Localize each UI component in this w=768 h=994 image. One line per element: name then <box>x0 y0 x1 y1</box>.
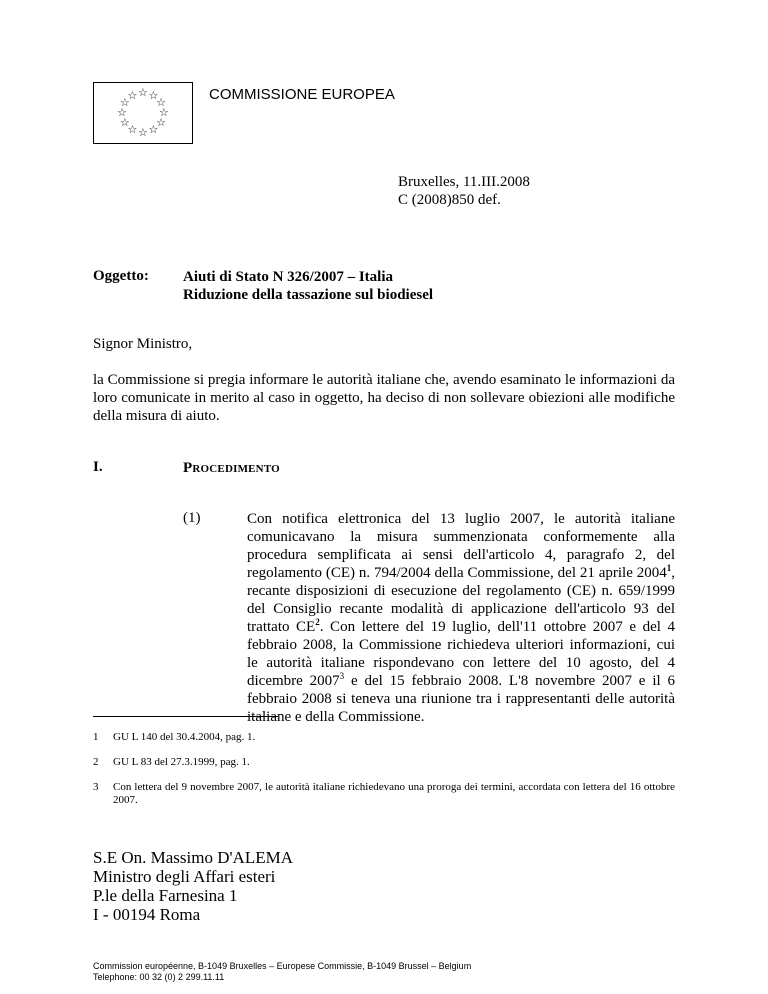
star-icon: ☆ <box>138 125 148 139</box>
page-footer <box>93 961 471 983</box>
document-reference: C (2008)850 def. <box>398 192 501 208</box>
paragraph-text-b: , recante disposizioni di esecuzione del regolamento (CE) n. 659/1999 del Consiglio recante modalità di applicazione dell'articolo 93 del trattato CE <box>247 565 675 635</box>
section-number: I. <box>93 459 103 475</box>
footnote-text: Con lettera del 9 novembre 2007, le autorità italiane richiedevano una proroga dei termini, accordata con lettera del 16 ottobre 2007. <box>113 781 675 806</box>
address-line-2: Ministro degli Affari esteri <box>93 867 276 886</box>
footer-line-1: Commission européenne, B-1049 Bruxelles – Europese Commissie, B-1049 Brussel – Belgium <box>93 961 472 971</box>
paragraph-text-c: . Con lettere del 19 luglio, dell'11 ottobre 2007 e del 4 febbraio 2008, la Commissione richiedeva ulteriori informazioni, cui le autorità italiane rispondevano con lettere del 10 agosto, del 4 dicembre 2007 <box>247 619 675 689</box>
section-title: Procedimento <box>183 460 280 476</box>
date-block <box>398 173 530 209</box>
footnote-text: GU L 83 del 27.3.1999, pag. 1. <box>113 756 250 768</box>
place-date: Bruxelles, 11.III.2008 <box>398 174 530 190</box>
footnote-number: 3 <box>93 781 99 793</box>
subject-text <box>183 268 433 304</box>
intro-paragraph: la Commissione si pregia informare le autorità italiane che, avendo esaminato le informazioni da loro comunicate in merito al caso in oggetto, ha deciso di non sollevare obiezioni alle modifiche della misura di aiuto. <box>93 372 675 424</box>
address-line-4: I - 00194 Roma <box>93 905 201 924</box>
footnote-ref-2[interactable]: 2 <box>315 617 320 627</box>
salutation: Signor Ministro, <box>93 336 193 352</box>
footnote-ref-3[interactable]: 3 <box>339 671 345 681</box>
address-line-3: P.le della Farnesina 1 <box>93 886 238 905</box>
subject-line-2: Riduzione della tassazione sul biodiesel <box>183 287 434 303</box>
star-icon: ☆ <box>156 115 167 129</box>
paragraph-text-a: Con notifica elettronica del 13 luglio 2007, le autorità italiane comunicavano la misura summenzionata conformemente alla procedura semplificata ai sensi dell'articolo 4, paragrafo 2, del regolamento (CE) n. 794/2004 della Commissione, del 21 aprile 2004 <box>247 511 675 581</box>
star-icon: ☆ <box>138 86 148 100</box>
paragraph-number: (1) <box>183 510 201 526</box>
subject-label: Oggetto: <box>93 268 149 284</box>
footnote-number: 2 <box>93 756 99 768</box>
footnote-text: GU L 140 del 30.4.2004, pag. 1. <box>113 731 256 743</box>
star-icon: ☆ <box>159 106 169 119</box>
paragraph-text-d: e del 15 febbraio 2008. L'8 novembre 2007 e il 6 febbraio 2008 si teneva una riunione tra i rappresentanti delle autorità italiane e della Commissione. <box>247 673 675 725</box>
organization-name: COMMISSIONE EUROPEA <box>209 86 395 103</box>
star-icon: ☆ <box>119 96 130 110</box>
star-icon: ☆ <box>127 88 138 102</box>
star-icon: ☆ <box>156 96 167 110</box>
footnote-divider <box>93 716 278 717</box>
star-icon: ☆ <box>117 106 127 119</box>
recipient-address <box>93 848 293 924</box>
subject-line-1: Aiuti di Stato N 326/2007 – Italia <box>183 269 394 285</box>
footnote-ref-1[interactable]: 1 <box>666 563 672 573</box>
star-icon: ☆ <box>119 115 130 129</box>
address-line-1: S.E On. Massimo D'ALEMA <box>93 848 293 867</box>
paragraph-text <box>247 510 675 726</box>
footer-line-2: Telephone: 00 32 (0) 2 299.11.11 <box>93 972 225 982</box>
eu-flag-logo <box>93 82 193 144</box>
star-icon: ☆ <box>148 88 159 102</box>
star-icon: ☆ <box>148 123 159 137</box>
footnote-number: 1 <box>93 731 99 743</box>
star-icon: ☆ <box>127 123 138 137</box>
